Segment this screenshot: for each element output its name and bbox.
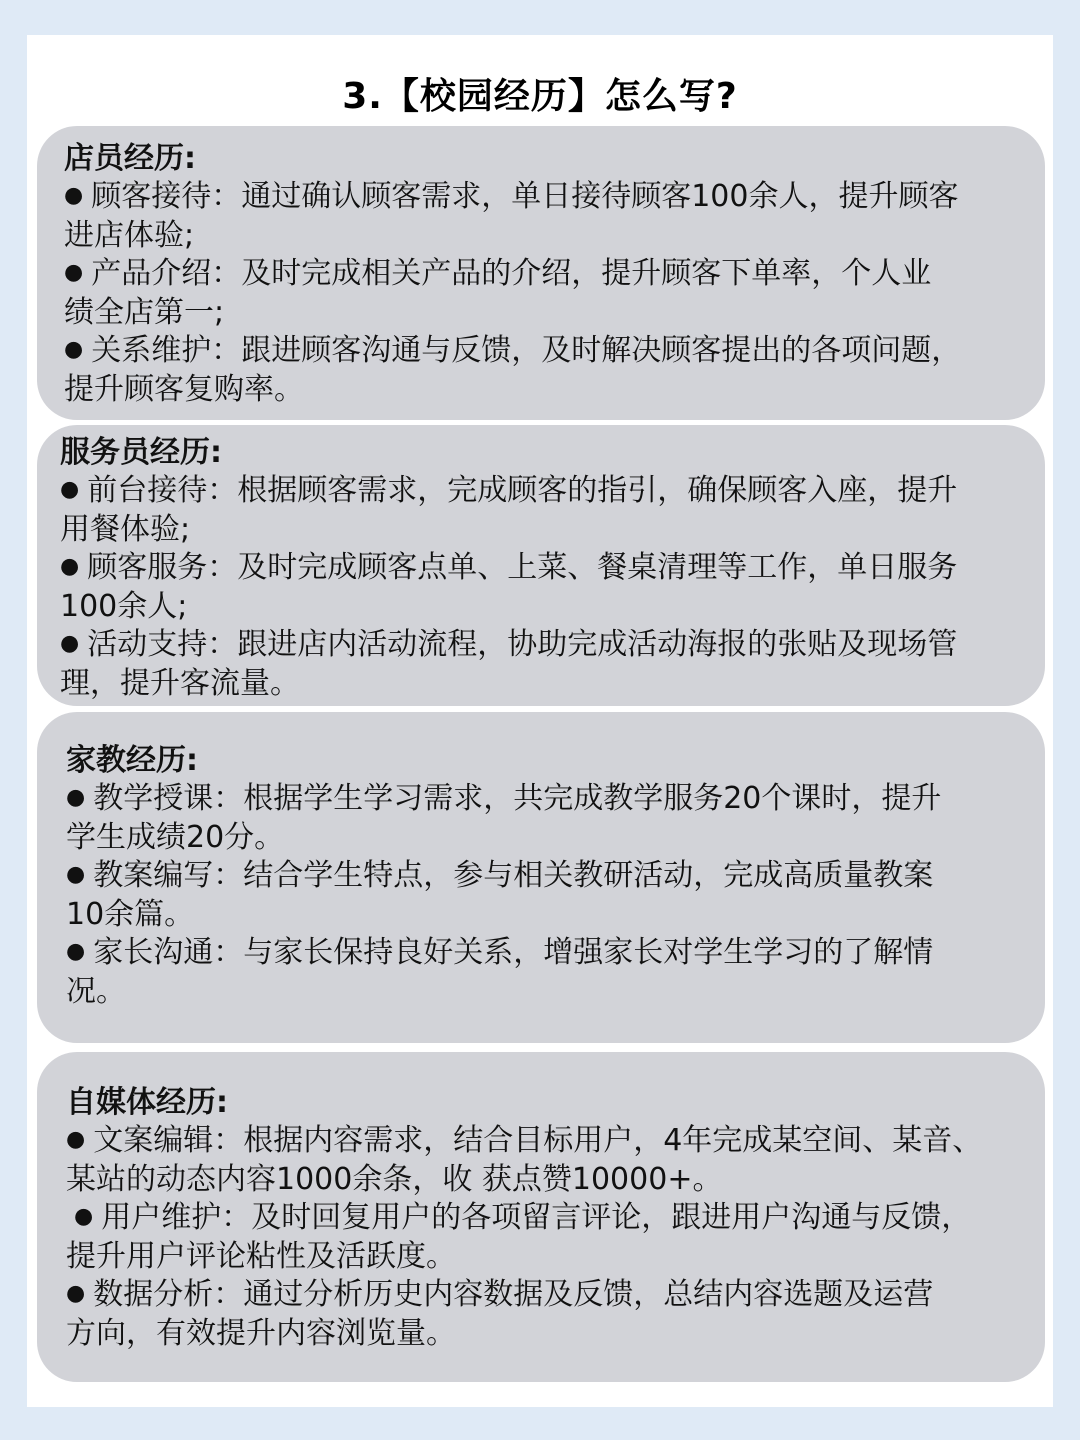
bullet-icon: ● <box>60 631 80 656</box>
section-heading: 服务员经历: <box>60 435 222 470</box>
bullet-icon: ● <box>64 183 84 208</box>
list-item <box>64 332 961 409</box>
list-item <box>66 934 941 1011</box>
section-card-shop-assistant <box>37 126 1045 420</box>
page-title: 3.【校园经历】怎么写? <box>342 76 738 117</box>
list-item <box>64 255 961 332</box>
list-item <box>66 1122 982 1199</box>
list-item <box>64 178 961 255</box>
bullet-icon: ● <box>66 862 86 887</box>
bullet-icon: ● <box>66 1281 86 1306</box>
bullet-icon: ● <box>60 477 80 502</box>
list-item-text: 100余人; <box>60 588 188 624</box>
list-item <box>60 626 957 703</box>
list-item-text: 产品介绍：及时完成相关产品的介绍，提升顾客下单率，个人业 <box>91 256 932 291</box>
list-item-text: 顾客服务：及时完成顾客点单、上菜、餐桌清理等工作，单日服务 <box>87 550 958 585</box>
bullet-icon: ● <box>66 785 86 810</box>
bullet-icon: ● <box>66 939 86 964</box>
list-item <box>66 1276 982 1353</box>
document-page <box>27 35 1053 1407</box>
bullet-icon: ● <box>64 337 84 362</box>
section-card-waiter <box>37 425 1045 706</box>
list-item-text: 方向，有效提升内容浏览量。 <box>66 1315 456 1351</box>
list-item <box>66 857 941 934</box>
list-item-text: 绩全店第一; <box>64 294 225 330</box>
section-heading: 家教经历: <box>66 743 198 778</box>
list-item-text: 10余篇。 <box>66 896 195 932</box>
list-item-text: 用户维护：及时回复用户的各项留言评论，跟进用户沟通与反馈， <box>101 1200 972 1235</box>
list-item-text: 活动支持：跟进店内活动流程，协助完成活动海报的张贴及现场管 <box>87 627 958 662</box>
list-item-text: 教学授课：根据学生学习需求，共完成教学服务20个课时，提升 <box>93 781 942 816</box>
list-item-text: 况。 <box>66 973 126 1009</box>
section-card-self-media <box>37 1052 1045 1382</box>
list-item <box>60 472 957 549</box>
list-item-text: 前台接待：根据顾客需求，完成顾客的指引，确保顾客入座，提升 <box>87 473 958 508</box>
section-heading: 自媒体经历: <box>66 1085 228 1120</box>
list-item-text: 文案编辑：根据内容需求，结合目标用户，4年完成某空间、某音、 <box>93 1123 983 1158</box>
list-item-text: 家长沟通：与家长保持良好关系，增强家长对学生学习的了解情 <box>93 935 934 970</box>
list-item-text: 顾客接待：通过确认顾客需求，单日接待顾客100余人，提升顾客 <box>91 179 959 214</box>
section-card-tutor <box>37 712 1045 1043</box>
list-item <box>60 549 957 626</box>
list-item-text: 教案编写：结合学生特点，参与相关教研活动，完成高质量教案 <box>93 858 934 893</box>
section-heading: 店员经历: <box>64 141 196 176</box>
list-item-text: 学生成绩20分。 <box>66 819 285 855</box>
list-item-text: 数据分析：通过分析历史内容数据及反馈，总结内容选题及运营 <box>93 1277 934 1312</box>
list-item <box>66 1199 982 1276</box>
bullet-icon: ● <box>64 260 84 285</box>
bullet-icon: ● <box>74 1204 94 1229</box>
bullet-icon: ● <box>66 1127 86 1152</box>
list-item <box>66 780 941 857</box>
list-item-text: 提升顾客复购率。 <box>64 371 304 407</box>
list-item-text: 理，提升客流量。 <box>60 665 300 701</box>
list-item-text: 关系维护：跟进顾客沟通与反馈，及时解决顾客提出的各项问题， <box>91 333 962 368</box>
list-item-text: 某站的动态内容1000余条，收 获点赞10000+。 <box>66 1161 723 1197</box>
bullet-icon: ● <box>60 554 80 579</box>
list-item-text: 提升用户评论粘性及活跃度。 <box>66 1238 456 1274</box>
list-item-text: 进店体验; <box>64 217 195 253</box>
list-item-text: 用餐体验; <box>60 511 191 547</box>
